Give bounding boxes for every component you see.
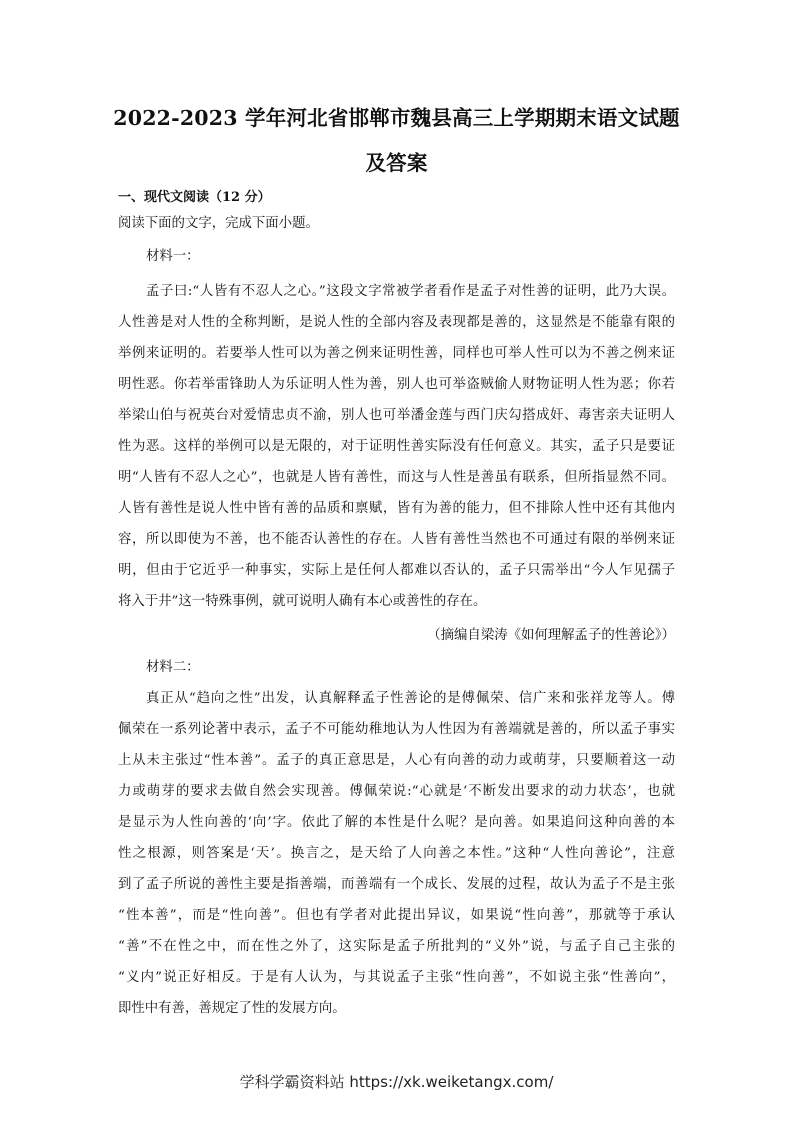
footer-watermark: 学科学霸资料站 https://xk.weiketangx.com/ [239,1073,554,1091]
material2-line: 力或萌芽的要求去做自然会实现善。傅佩荣说:“心就是‘不断发出要求的动力状态’，也就 [118,784,675,799]
material2-line: 是显示为人性向善的‘向’字。依此了解的本性是什么呢？是向善。如果追问这种向善的本 [118,815,675,830]
title-line-1: 2022-2023 学年河北省邯郸市魏县高三上学期期末语文试题 [113,106,680,130]
section-heading: 一、现代文阅读（12 分） [118,190,271,205]
material2-line: 性之根源，则答案是‘天’。换言之，是天给了人向善之本性。”这种“人性向善论”，注意 [118,846,675,861]
material1-line: 举梁山伯与祝英台对爱情忠贞不渝，别人也可举潘金莲与西门庆勾搭成奸、毒害亲夫证明人 [118,408,675,423]
material1-line: 人皆有善性是说人性中皆有善的品质和禀赋，皆有为善的能力，但不排除人性中还有其他内 [118,501,675,516]
material2-line: “性本善”，而是“性向善”。但也有学者对此提出异议，如果说“性向善”，那就等于承认 [118,908,675,923]
material2-label: 材料二： [146,660,200,675]
material1-line: 明性恶。你若举雷锋助人为乐证明人性为善，别人也可举盗贼偷人财物证明人性为恶；你若 [118,377,675,392]
material2-line: 上从未主张过“性本善”。孟子的真正意思是，人心有向善的动力或萌芽，只要顺着这一动 [118,753,675,768]
material1-line: 举例来证明的。若要举人性可以为善之例来证明性善，同样也可举人性可以为不善之例来证 [118,346,675,361]
material1-line: 明，但由于它近乎一种事实，实际上是任何人都难以否认的，孟子只需举出“今人乍见孺子 [118,563,675,578]
title-line-2: 及答案 [365,151,428,175]
material2-line: “善”不在性之中，而在性之外了，这实际是孟子所批判的“义外”说，与孟子自己主张的 [118,939,675,954]
material1-line: 明“人皆有不忍人之心”，也就是人皆有善性，而这与人性是善虽有联系，但所指显然不同。 [118,470,675,485]
material1-line: 人性善是对人性的全称判断，是说人性的全部内容及表现都是善的，这显然是不能靠有限的 [118,315,675,330]
material1-line: 孟子曰:“人皆有不忍人之心。”这段文字常被学者看作是孟子对性善的证明，此乃大误。 [146,284,675,299]
material1-line: 性为恶。这样的举例可以是无限的，对于证明性善实际没有任何意义。其实，孟子只是要证 [118,439,675,454]
instruction: 阅读下面的文字，完成下面小题。 [118,216,319,231]
material2-line: “义内”说正好相反。于是有人认为，与其说孟子主张“性向善”，不如说主张“性善向”， [118,970,675,985]
material1-source: （摘编自梁涛《如何理解孟子的性善论》） [427,628,675,643]
material1-line: 将入于井”这一特殊事例，就可说明人确有本心或善性的存在。 [118,594,487,609]
material2-line: 即性中有善，善规定了性的发展方向。 [118,1001,346,1016]
material1-label: 材料一： [146,249,200,264]
material2-line: 真正从“趋向之性”出发，认真解释孟子性善论的是傅佩荣、信广来和张祥龙等人。傅 [146,691,675,706]
material1-line: 容，所以即使为不善，也不能否认善性的存在。人皆有善性当然也不可通过有限的举例来证 [118,532,675,547]
material2-line: 到了孟子所说的善性主要是指善端，而善端有一个成长、发展的过程，故认为孟子不是主张 [118,877,675,892]
material2-line: 佩荣在一系列论著中表示，孟子不可能幼稚地认为人性因为有善端就是善的，所以孟子事实 [118,722,675,737]
